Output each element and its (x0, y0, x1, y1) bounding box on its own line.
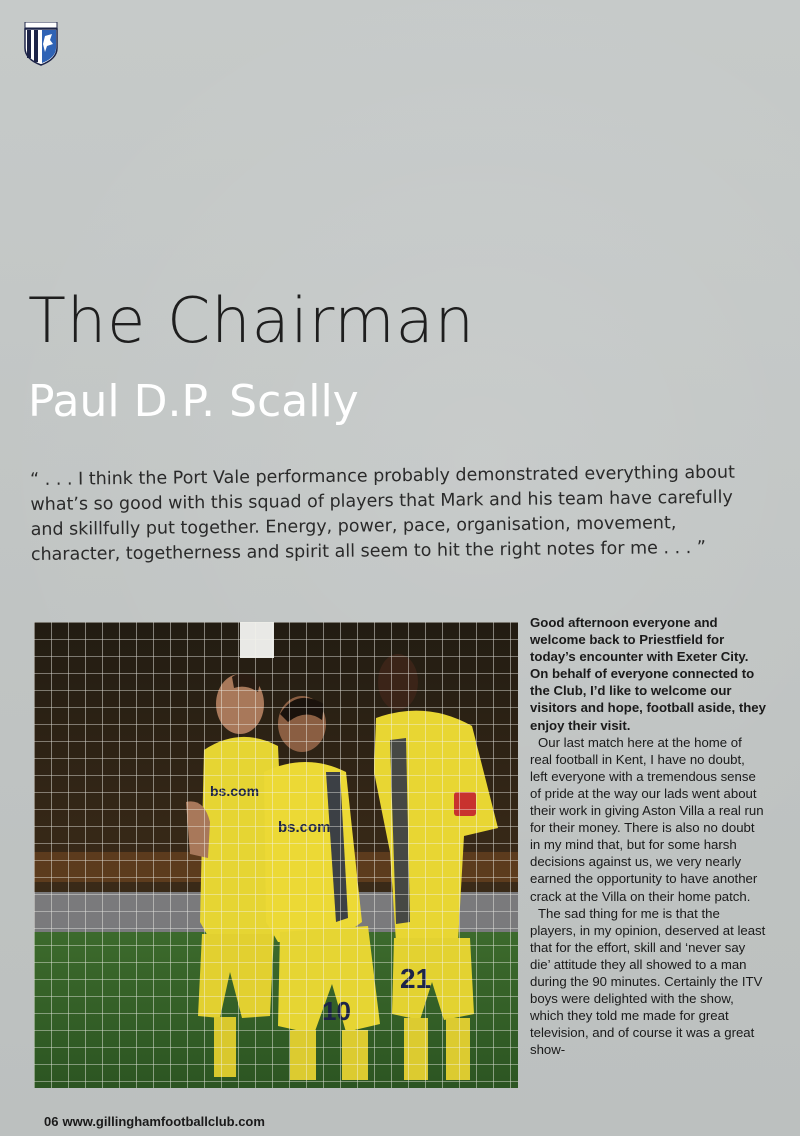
page-footer (44, 1114, 265, 1129)
article-body (530, 614, 766, 1058)
page-number: 06 (44, 1114, 59, 1129)
team-celebration-photo (34, 622, 518, 1088)
club-crest-icon (23, 22, 59, 66)
pull-quote: “ . . . I think the Port Vale performance probably demonstrated everything about what’s so good with this squad of players that Mark and his team have carefully and skillfully put together. Energy, power, pace, organisation, movement, character, togetherness and spirit all seem to hit the right notes for me . . . ” (30, 462, 736, 565)
website-link[interactable]: www.gillinghamfootballclub.com (62, 1114, 265, 1129)
page-title: The Chairman (28, 284, 475, 357)
body-paragraph: Our last match here at the home of real football in Kent, I have no doubt, left everyone with a tremendous sense of pride at the way our lads went about their work in giving Aston Villa a real run for their money. There is also no doubt in my mind that, but for some harsh decisions against us, we very nearly earned the opportunity to have another crack at the Villa on their home patch. (530, 734, 764, 904)
lead-paragraph: Good afternoon everyone and welcome back to Priestfield for today’s encounter with Exeter City. On behalf of everyone connected to the Club, I’d like to welcome our visitors and hope, football aside, they enjoy their visit. (530, 615, 766, 733)
author-name: Paul D.P. Scally (28, 376, 359, 427)
body-paragraph: The sad thing for me is that the players, in my opinion, deserved at least that for the effort, skill and ‘never say die’ attitude they all showed to a man during the 90 minutes. Certainly the ITV boys were delighted with the show, which they told me made for great television, and of course it was a great show- (530, 905, 766, 1058)
